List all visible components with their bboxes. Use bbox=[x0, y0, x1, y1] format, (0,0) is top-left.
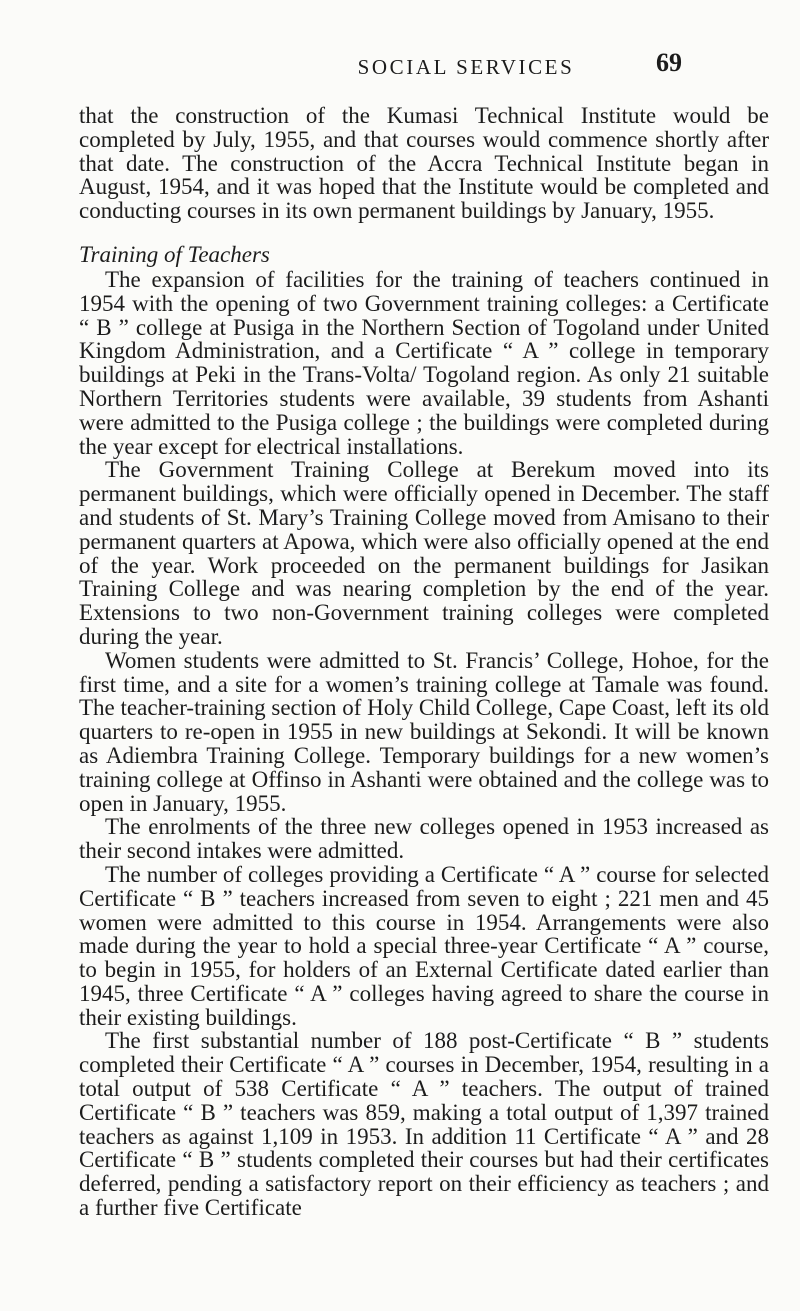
page-number: 69 bbox=[656, 48, 682, 77]
body-paragraph: The number of colleges providing a Certificate “ A ” course for selected Certificate “ B ” teachers increased from seven to eight ; 221 men and 45 women were admitted to this course in 1954. Arrangements were also made during the year to hold a special three-year Certificate “ A ” course, to begin in 1955, for holders of an External Certificate dated earlier than 1945, three Certificate “ A ” colleges having agreed to share the course in their existing buildings. bbox=[79, 861, 769, 1030]
body-paragraph: The Government Training College at Berekum moved into its permanent buildings, which were officially opened in December. The staff and students of St. Mary’s Training College moved from Amisano to their permanent quarters at Apowa, which were also officially opened at the end of the year. Work proceeded on the permanent buildings for Jasikan Training College and was nearing completion by the end of the year. Extensions to two non-Government training colleges were completed during the year. bbox=[79, 457, 769, 649]
body-paragraph: The enrolments of the three new colleges opened in 1953 increased as their second intakes were admitted. bbox=[79, 814, 769, 864]
page-body bbox=[79, 104, 769, 1220]
body-paragraph: The first substantial number of 188 post-Certificate “ B ” students completed their Certificate “ A ” courses in December, 1954, resulting in a total output of 538 Certificate “ A ” teachers. The output of trained Certificate “ B ” teachers was 859, making a total output of 1,397 trained teachers as against 1,109 in 1953. In addition 11 Certificate “ A ” and 28 Certificate “ B ” students completed their courses but had their certificates deferred, pending a satisfactory report on their efficiency as teachers ; and a further five Certificate bbox=[79, 1028, 769, 1221]
opening-paragraph: that the construction of the Kumasi Technical Institute would be completed by July, 1955, and that courses would commence shortly after that date. The construction of the Accra Technical Institute began in August, 1954, and it was hoped that the Institute would be completed and conducting courses in its own permanent buildings by January, 1955. bbox=[79, 103, 769, 224]
body-paragraph: The expansion of facilities for the training of teachers continued in 1954 with the opening of two Government training colleges: a Certificate “ B ” college at Pusiga in the Northern Section of Togoland under United Kingdom Administration, and a Certificate “ A ” college in temporary buildings at Peki in the Trans-Volta/ Togoland region. As only 21 suitable Northern Territories students were available, 39 students from Ashanti were admitted to the Pusiga college ; the buildings were completed during the year except for electrical installations. bbox=[79, 266, 769, 459]
body-paragraph: Women students were admitted to St. Francis’ College, Hohoe, for the first time, and a site for a women’s training college at Tamale was found. The teacher-training section of Holy Child College, Cape Coast, left its old quarters to re-open in 1955 in new buildings at Sekondi. It will be known as Adiembra Training College. Temporary buildings for a new women’s training college at Offinso in Ashanti were obtained and the college was to open in January, 1955. bbox=[79, 647, 770, 816]
page-header bbox=[250, 50, 682, 84]
section-heading: Training of Teachers bbox=[79, 241, 270, 267]
running-head: SOCIAL SERVICES bbox=[357, 55, 575, 79]
